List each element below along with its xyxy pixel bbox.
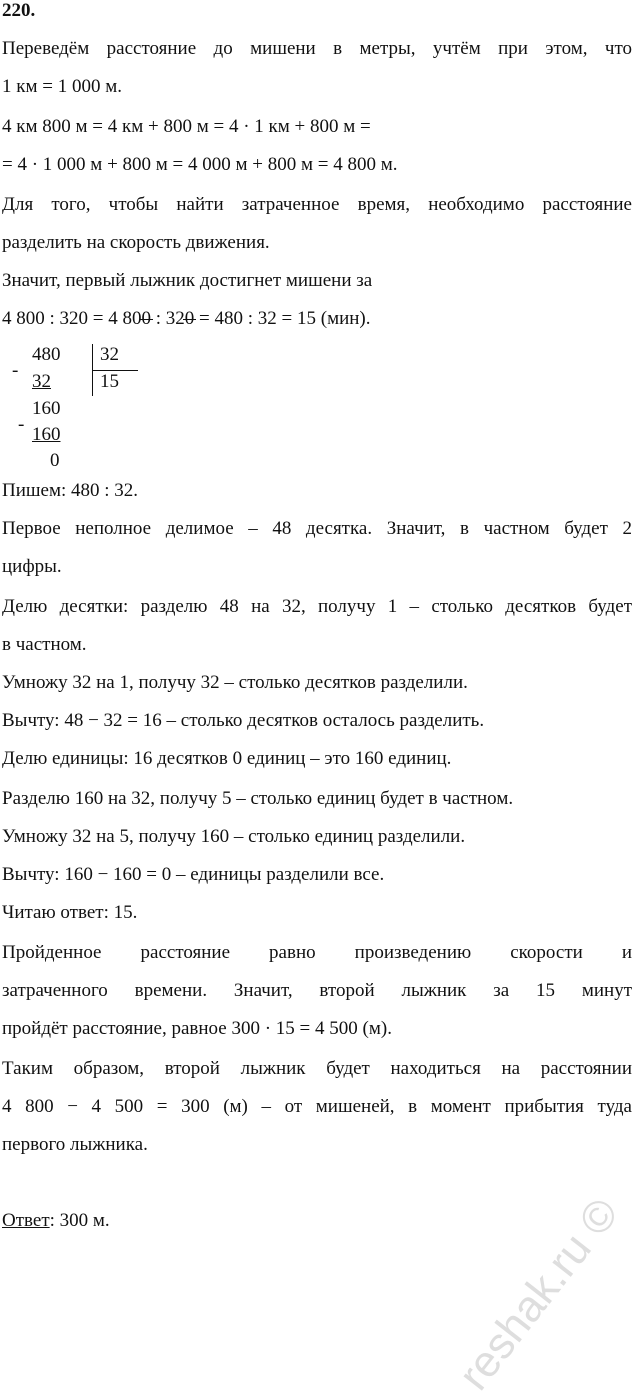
text-line: в частном.: [2, 634, 87, 655]
dividend: 480: [32, 344, 61, 365]
text-line: Умножу 32 на 1, получу 32 – столько десятков разделили.: [2, 672, 468, 693]
answer-label: Ответ: [2, 1210, 50, 1231]
watermark: reshak.ru ©: [449, 1189, 629, 1400]
equation-line: [2, 308, 371, 330]
remainder: 160: [32, 398, 61, 419]
equation-part: 4 800 : 320 = 4 80: [2, 308, 142, 329]
crossed-zero: 0: [141, 308, 151, 329]
long-division: [14, 344, 154, 474]
equation-line: = 4 · 1 000 м + 800 м = 4 000 м + 800 м = 4 800 м.: [2, 154, 398, 175]
equation-line: 4 км 800 м = 4 км + 800 м = 4 · 1 км + 800 м =: [2, 116, 371, 137]
text-line: Читаю ответ: 15.: [2, 902, 138, 923]
subtrahend: 32: [32, 371, 51, 392]
equation-line: 1 км = 1 000 м.: [2, 76, 122, 97]
text-line: Значит, первый лыжник достигнет мишени за: [2, 270, 373, 291]
text-line: Умножу 32 на 5, получу 160 – столько единиц разделили.: [2, 826, 466, 847]
text-line: 4 800 − 4 500 = 300 (м) – от мишеней, в момент прибытия туда: [2, 1096, 632, 1117]
text-line: Вычту: 160 − 160 = 0 – единицы разделили все.: [2, 864, 385, 885]
text-line: Пишем: 480 : 32.: [2, 480, 139, 501]
text-line: Пройденное расстояние равно произведению скорости и: [2, 942, 632, 963]
text-line: Вычту: 48 − 32 = 16 – столько десятков осталось разделить.: [2, 710, 485, 731]
subtrahend: 160: [32, 424, 61, 445]
minus-sign: -: [18, 414, 25, 435]
equation-part: = 480 : 32 = 15 (мин).: [194, 308, 371, 329]
answer-line: [2, 1210, 110, 1232]
answer-value: : 300 м.: [49, 1210, 110, 1231]
divisor: 32: [100, 344, 119, 365]
text-line: Делю десятки: разделю 48 на 32, получу 1 – столько десятков будет: [2, 596, 632, 617]
text-line: Переведём расстояние до мишени в метры, учтём при этом, что: [2, 38, 632, 59]
text-line: цифры.: [2, 556, 62, 577]
quotient: 15: [100, 371, 119, 392]
task-number: 220.: [2, 0, 36, 21]
text-line: Для того, чтобы найти затраченное время, необходимо расстояние: [2, 194, 632, 215]
text-line: пройдёт расстояние, равное 300 · 15 = 4 500 (м).: [2, 1018, 392, 1039]
final-remainder: 0: [50, 450, 60, 471]
text-line: первого лыжника.: [2, 1134, 148, 1155]
text-line: Таким образом, второй лыжник будет находиться на расстоянии: [2, 1058, 632, 1079]
text-line: Первое неполное делимое – 48 десятка. Значит, в частном будет 2: [2, 518, 632, 539]
equation-part: : 32: [151, 308, 185, 329]
text-line: разделить на скорость движения.: [2, 232, 270, 253]
crossed-zero: 0: [184, 308, 195, 329]
text-line: затраченного времени. Значит, второй лыжник за 15 минут: [2, 980, 632, 1001]
minus-sign: -: [12, 360, 19, 381]
text-line: Разделю 160 на 32, получу 5 – столько единиц будет в частном.: [2, 788, 514, 809]
text-line: Делю единицы: 16 десятков 0 единиц – это 160 единиц.: [2, 748, 452, 769]
